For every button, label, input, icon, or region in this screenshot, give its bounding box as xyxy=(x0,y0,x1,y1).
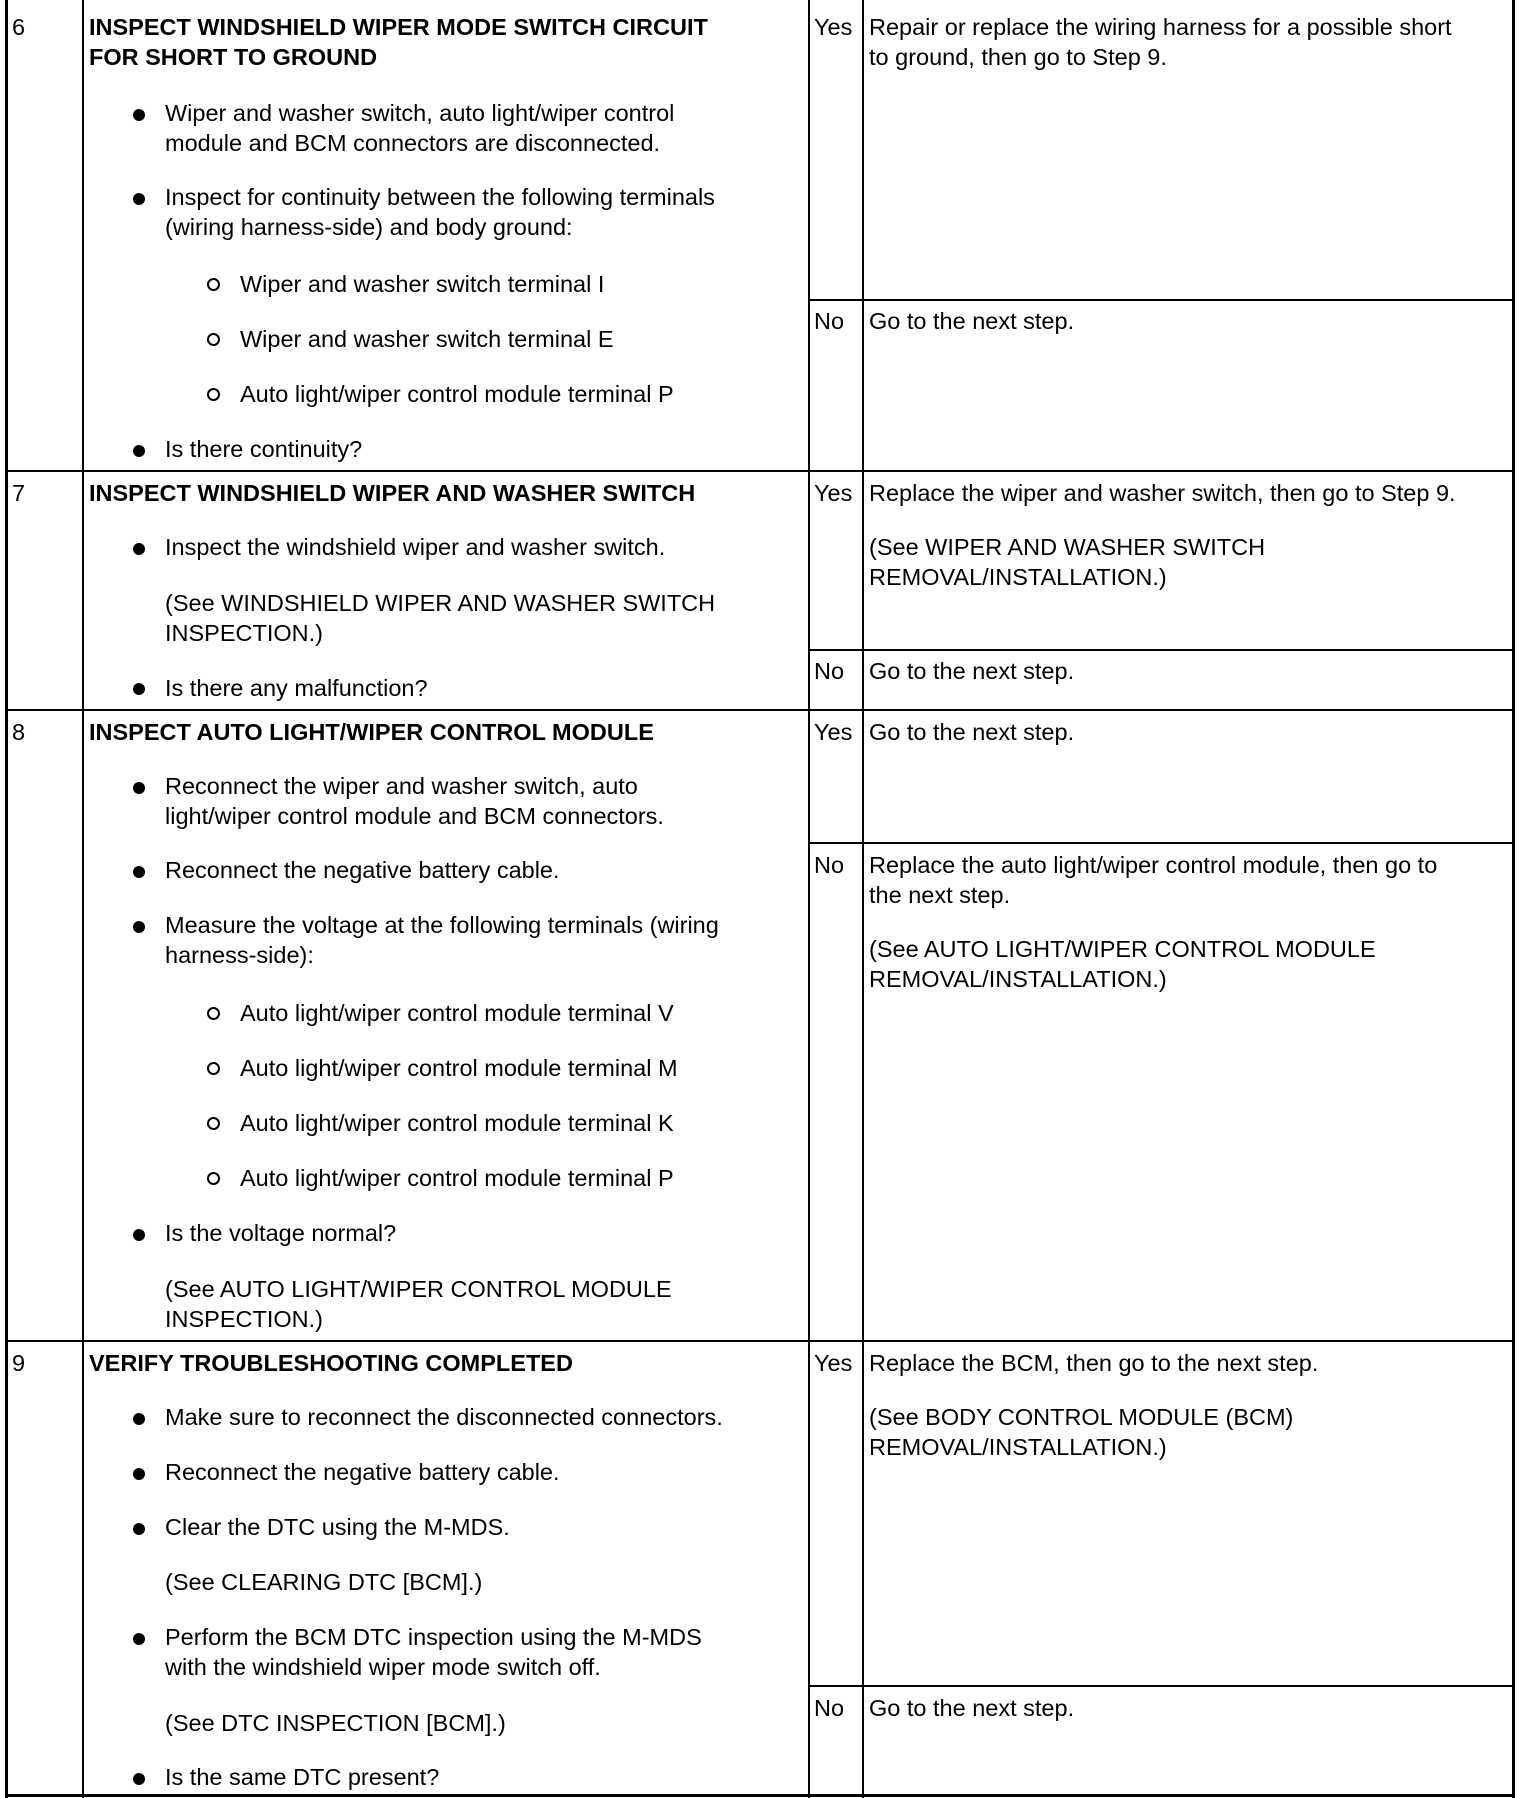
step-instruction: Clear the DTC using the M-MDS. xyxy=(165,1514,510,1540)
yes-action: Go to the next step. xyxy=(869,719,1075,745)
yes-label: Yes xyxy=(814,1350,853,1376)
bullet-icon xyxy=(133,782,145,794)
yes-no-divider xyxy=(808,842,1515,844)
sub-bullet-icon xyxy=(207,278,220,291)
sub-bullet-icon xyxy=(207,1117,220,1130)
yes-reference: (See WIPER AND WASHER SWITCH REMOVAL/INSTALLATION.) xyxy=(869,534,1266,590)
reference-note: (See CLEARING DTC [BCM].) xyxy=(165,1569,483,1595)
row-divider xyxy=(5,470,1515,472)
step-question: Is there any malfunction? xyxy=(165,675,428,701)
step-instruction: Perform the BCM DTC inspection using the M-MDS with the windshield wiper mode switch off. xyxy=(165,1624,702,1680)
bullet-icon xyxy=(133,866,145,878)
no-label: No xyxy=(814,852,845,878)
sub-bullet-icon xyxy=(207,388,220,401)
no-action: Go to the next step. xyxy=(869,308,1075,334)
yes-no-divider xyxy=(808,649,1515,651)
table-border-right xyxy=(1512,0,1515,1798)
bullet-icon xyxy=(133,1413,145,1425)
no-action: Replace the auto light/wiper control module, then go to the next step. xyxy=(869,852,1438,908)
step-instruction: Inspect for continuity between the following terminals (wiring harness-side) and body ground: xyxy=(165,184,715,240)
yes-reference: (See BODY CONTROL MODULE (BCM) REMOVAL/INSTALLATION.) xyxy=(869,1404,1294,1460)
step-instruction: Make sure to reconnect the disconnected connectors. xyxy=(165,1404,723,1430)
bullet-icon xyxy=(133,921,145,933)
yes-action: Repair or replace the wiring harness for a possible short to ground, then go to Step 9. xyxy=(869,14,1452,70)
step-instruction: Reconnect the negative battery cable. xyxy=(165,857,560,883)
yes-label: Yes xyxy=(814,480,853,506)
column-divider-step xyxy=(82,0,84,1798)
step-number: 8 xyxy=(12,719,26,745)
terminal-item: Wiper and washer switch terminal I xyxy=(240,271,605,297)
bullet-icon xyxy=(133,1229,145,1241)
reference-note: (See AUTO LIGHT/WIPER CONTROL MODULE INSPECTION.) xyxy=(165,1276,672,1332)
step-instruction: Reconnect the negative battery cable. xyxy=(165,1459,560,1485)
step-number: 9 xyxy=(12,1350,26,1376)
yes-label: Yes xyxy=(814,14,853,40)
yes-label: Yes xyxy=(814,719,853,745)
table-border-left xyxy=(5,0,8,1798)
step-question: Is the voltage normal? xyxy=(165,1220,397,1246)
bullet-icon xyxy=(133,543,145,555)
terminal-item: Auto light/wiper control module terminal P xyxy=(240,1165,674,1191)
bullet-icon xyxy=(133,1523,145,1535)
step-instruction: Reconnect the wiper and washer switch, auto light/wiper control module and BCM connectors. xyxy=(165,773,664,829)
sub-bullet-icon xyxy=(207,1172,220,1185)
sub-bullet-icon xyxy=(207,1007,220,1020)
column-divider-answer xyxy=(808,0,810,1798)
no-label: No xyxy=(814,308,845,334)
no-reference: (See AUTO LIGHT/WIPER CONTROL MODULE REMOVAL/INSTALLATION.) xyxy=(869,936,1376,992)
bullet-icon xyxy=(133,109,145,121)
step-question: Is the same DTC present? xyxy=(165,1764,440,1790)
no-label: No xyxy=(814,658,845,684)
step-question: Is there continuity? xyxy=(165,436,363,462)
bullet-icon xyxy=(133,445,145,457)
bullet-icon xyxy=(133,193,145,205)
row-divider xyxy=(5,1340,1515,1342)
step-number: 7 xyxy=(12,480,26,506)
no-action: Go to the next step. xyxy=(869,1695,1075,1721)
step-title: INSPECT WINDSHIELD WIPER AND WASHER SWITCH xyxy=(89,480,696,506)
no-label: No xyxy=(814,1695,845,1721)
bullet-icon xyxy=(133,683,145,695)
terminal-item: Auto light/wiper control module terminal V xyxy=(240,1000,674,1026)
yes-action: Replace the wiper and washer switch, then go to Step 9. xyxy=(869,480,1456,506)
reference-note: (See DTC INSPECTION [BCM].) xyxy=(165,1710,506,1736)
yes-action: Replace the BCM, then go to the next step. xyxy=(869,1350,1319,1376)
step-title: VERIFY TROUBLESHOOTING COMPLETED xyxy=(89,1350,573,1376)
terminal-item: Wiper and washer switch terminal E xyxy=(240,326,614,352)
column-divider-action xyxy=(862,0,864,1798)
table-border-bottom xyxy=(5,1794,1515,1797)
row-divider xyxy=(5,709,1515,711)
step-title: INSPECT WINDSHIELD WIPER MODE SWITCH CIRCUIT FOR SHORT TO GROUND xyxy=(89,14,708,70)
step-number: 6 xyxy=(12,14,26,40)
yes-no-divider xyxy=(808,299,1515,301)
terminal-item: Auto light/wiper control module terminal P xyxy=(240,381,674,407)
step-instruction: Inspect the windshield wiper and washer switch. xyxy=(165,534,666,560)
no-action: Go to the next step. xyxy=(869,658,1075,684)
step-title: INSPECT AUTO LIGHT/WIPER CONTROL MODULE xyxy=(89,719,654,745)
bullet-icon xyxy=(133,1633,145,1645)
step-instruction: Measure the voltage at the following terminals (wiring harness-side): xyxy=(165,912,719,968)
bullet-icon xyxy=(133,1468,145,1480)
terminal-item: Auto light/wiper control module terminal K xyxy=(240,1110,674,1136)
yes-no-divider xyxy=(808,1685,1515,1687)
sub-bullet-icon xyxy=(207,333,220,346)
terminal-item: Auto light/wiper control module terminal M xyxy=(240,1055,678,1081)
bullet-icon xyxy=(133,1773,145,1785)
reference-note: (See WINDSHIELD WIPER AND WASHER SWITCH INSPECTION.) xyxy=(165,590,716,646)
sub-bullet-icon xyxy=(207,1062,220,1075)
step-instruction: Wiper and washer switch, auto light/wiper control module and BCM connectors are disconnected. xyxy=(165,100,675,156)
